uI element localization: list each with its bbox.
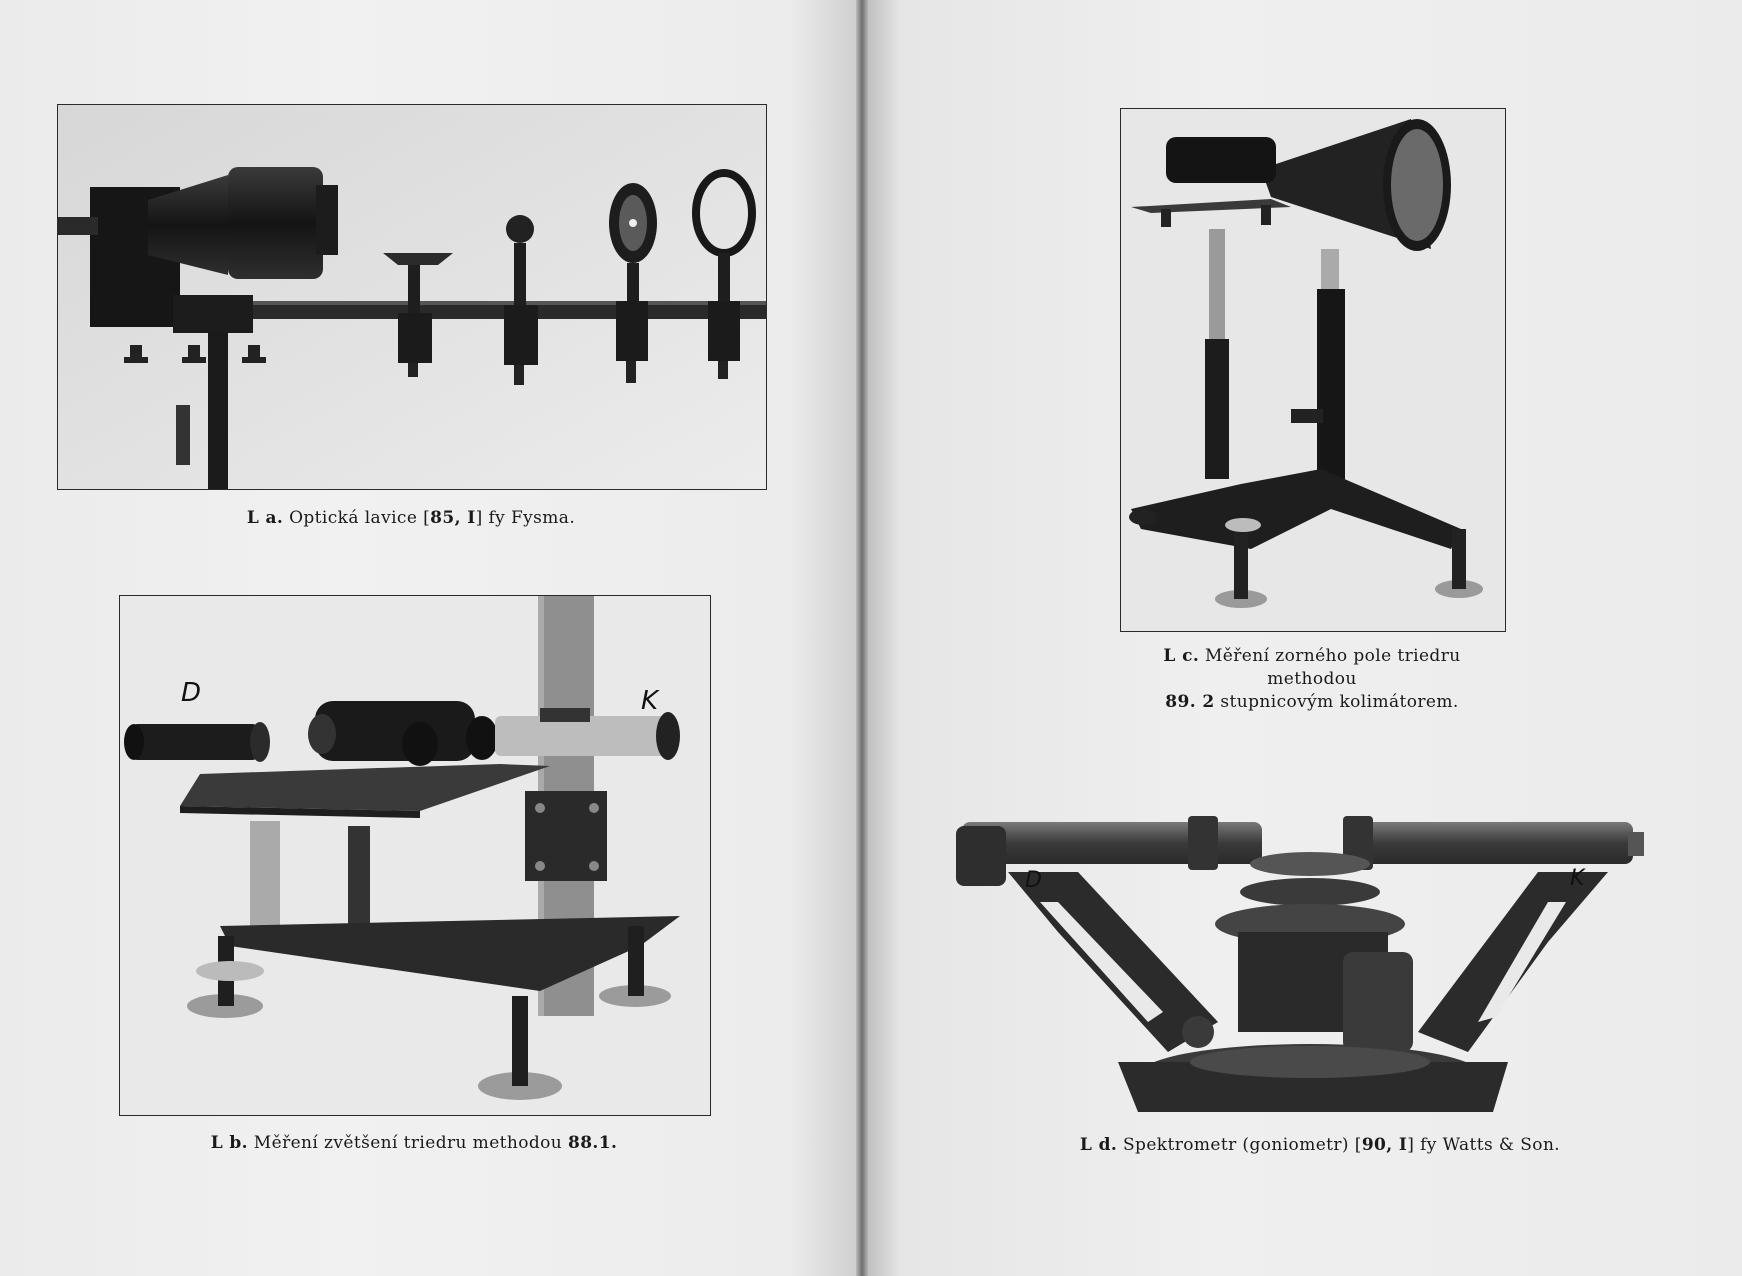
plate-ld-spectrometer-photo <box>948 812 1668 1124</box>
caption-lc-text-2: stupnicovým kolimátorem. <box>1220 692 1459 712</box>
caption-la-label: L a. <box>246 508 284 528</box>
plate-lb-magnification-photo <box>119 595 711 1116</box>
caption-ld-ref: 90, I <box>1361 1135 1408 1155</box>
caption-lb-ref: 88.1. <box>567 1133 618 1153</box>
caption-lc-line-1 <box>1120 645 1504 691</box>
mark-lb-k: K <box>641 686 659 716</box>
caption-la-ref: 85, I <box>430 508 476 528</box>
mark-lb-d: D <box>181 678 202 708</box>
caption-ld-text: Spektrometr (goniometr) [ <box>1123 1135 1362 1155</box>
caption-la <box>57 507 765 530</box>
caption-la-text-2: ] fy Fysma. <box>475 508 576 528</box>
caption-lc-text: Měření zorného pole triedru methodou <box>1204 646 1461 689</box>
caption-ld <box>1040 1134 1600 1157</box>
caption-lc-line-2 <box>1120 691 1504 714</box>
plate-la-optical-bench-photo <box>57 104 767 490</box>
caption-lc <box>1120 645 1504 714</box>
plate-lc-field-of-view-photo <box>1120 108 1506 632</box>
caption-lc-ref: 89. 2 <box>1165 692 1215 712</box>
caption-lb-label: L b. <box>210 1133 248 1153</box>
caption-ld-text-2: ] fy Watts & Son. <box>1407 1135 1561 1155</box>
caption-lb-text: Měření zvětšení triedru methodou <box>253 1133 563 1153</box>
caption-la-text: Optická lavice [ <box>289 508 431 528</box>
caption-lc-label: L c. <box>1163 646 1200 666</box>
mark-ld-d: D <box>1025 868 1042 893</box>
caption-ld-label: L d. <box>1079 1135 1118 1155</box>
mark-ld-k: K <box>1570 866 1585 891</box>
book-gutter <box>856 0 868 1276</box>
caption-lb <box>119 1132 709 1155</box>
